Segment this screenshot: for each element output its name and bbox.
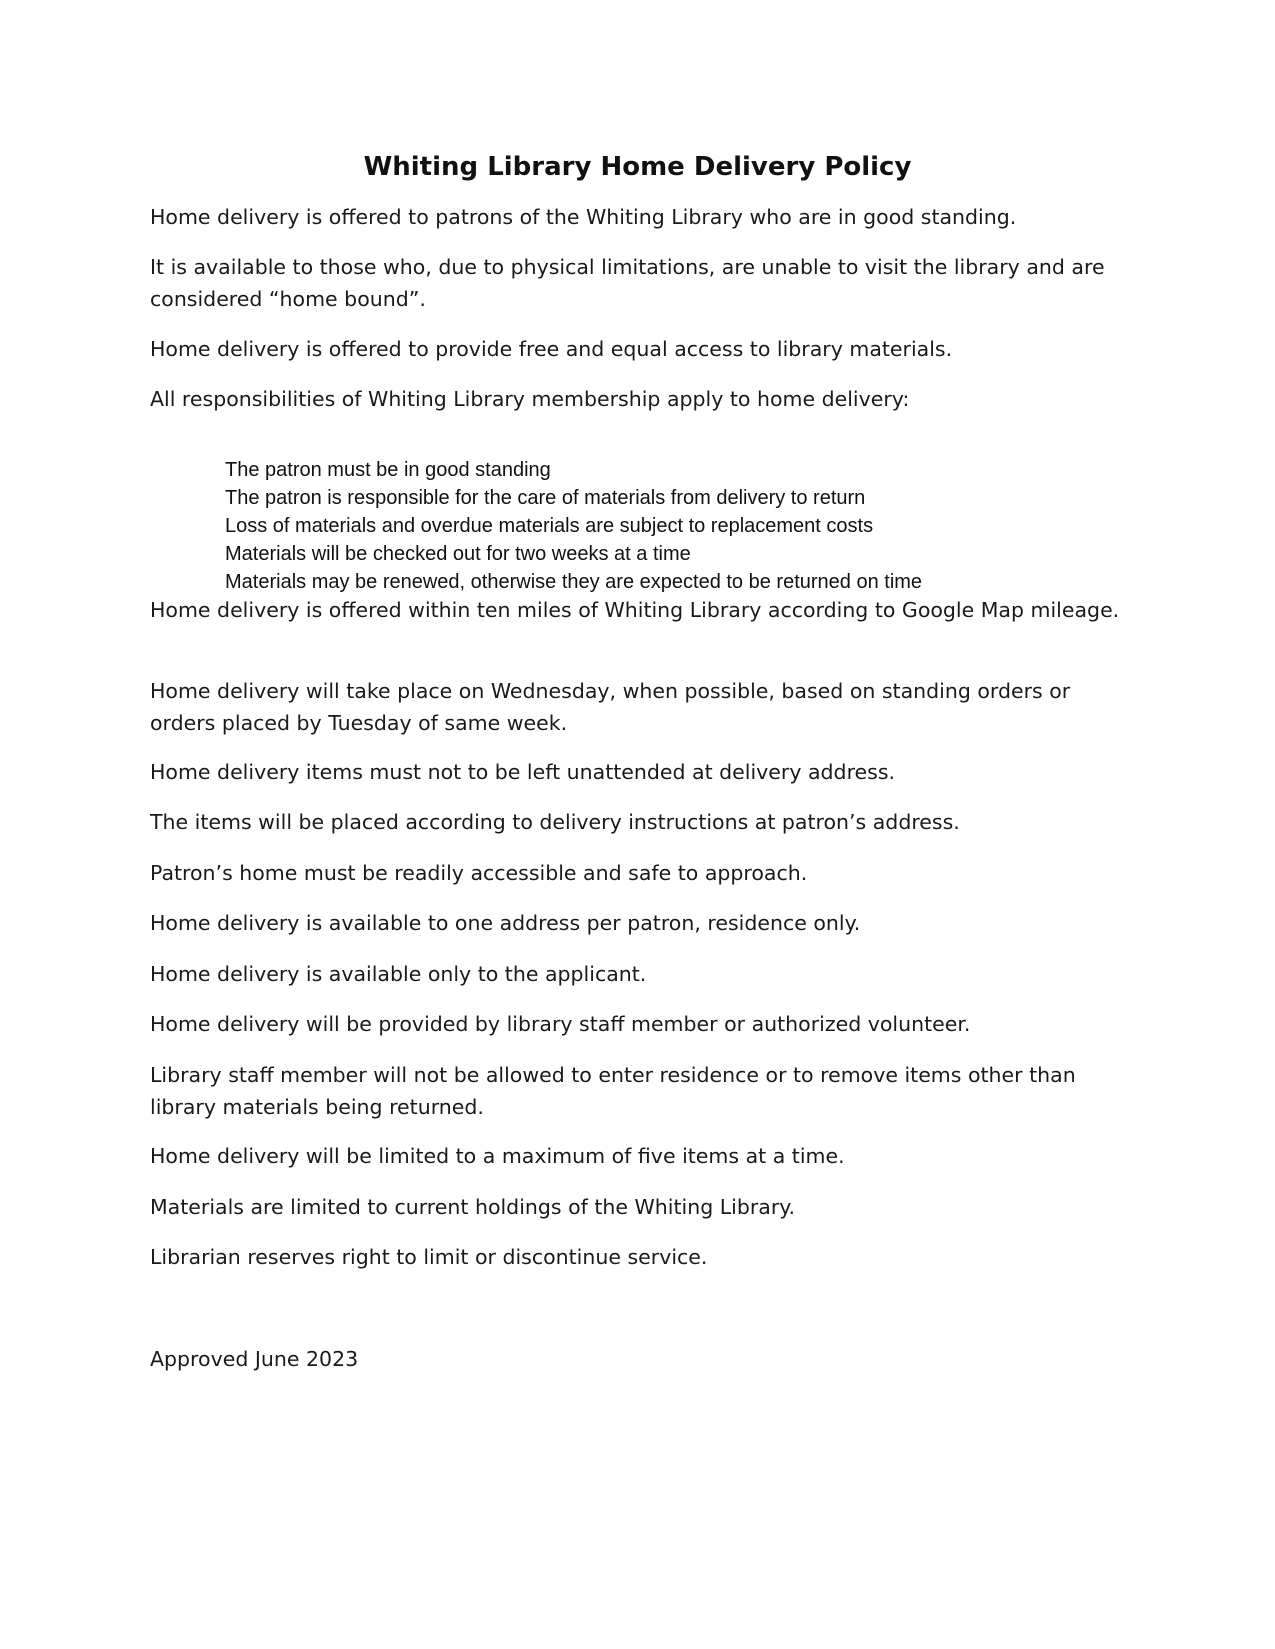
list-item: Loss of materials and overdue materials are subject to replacement costs (225, 515, 874, 537)
policy-paragraph-access: Home delivery is offered to provide free and equal access to library materials. (150, 337, 953, 361)
policy-paragraph-patrons: Home delivery is offered to patrons of the Whiting Library who are in good standing. (150, 205, 1017, 229)
policy-paragraph-distance: Home delivery is offered within ten miles of Whiting Library according to Google Map mileage. (150, 598, 1120, 622)
policy-paragraph-schedule: Home delivery will take place on Wednesday, when possible, based on standing orders or orders placed by Tuesday of same week. (150, 679, 1071, 735)
list-item: The patron must be in good standing (225, 459, 551, 481)
policy-paragraph-discontinue: Librarian reserves right to limit or discontinue service. (150, 1245, 708, 1269)
policy-paragraph-residence: Library staff member will not be allowed to enter residence or to remove items other than library materials being returned. (150, 1063, 1076, 1119)
list-item: Materials will be checked out for two weeks at a time (225, 543, 691, 565)
policy-paragraph-unattended: Home delivery items must not to be left unattended at delivery address. (150, 760, 896, 784)
policy-paragraph-availability: It is available to those who, due to physical limitations, are unable to visit the library and are considered “home bound”. (150, 255, 1105, 311)
policy-paragraph-limit: Home delivery will be limited to a maximum of five items at a time. (150, 1144, 845, 1168)
policy-paragraph-responsibilities: All responsibilities of Whiting Library membership apply to home delivery: (150, 387, 910, 411)
page-title: Whiting Library Home Delivery Policy (363, 152, 912, 182)
policy-paragraph-accessibility: Patron’s home must be readily accessible and safe to approach. (150, 861, 808, 885)
policy-paragraph-provider: Home delivery will be provided by library staff member or authorized volunteer. (150, 1012, 971, 1036)
policy-paragraph-applicant: Home delivery is available only to the applicant. (150, 962, 647, 986)
responsibilities-list (225, 456, 1125, 596)
policy-paragraph-placement: The items will be placed according to delivery instructions at patron’s address. (150, 810, 960, 834)
list-item: Materials may be renewed, otherwise they are expected to be returned on time (225, 571, 923, 593)
list-item: The patron is responsible for the care of materials from delivery to return (225, 487, 866, 509)
policy-paragraph-holdings: Materials are limited to current holdings of the Whiting Library. (150, 1195, 796, 1219)
policy-paragraph-address: Home delivery is available to one address per patron, residence only. (150, 911, 861, 935)
approval-date: Approved June 2023 (150, 1347, 359, 1371)
